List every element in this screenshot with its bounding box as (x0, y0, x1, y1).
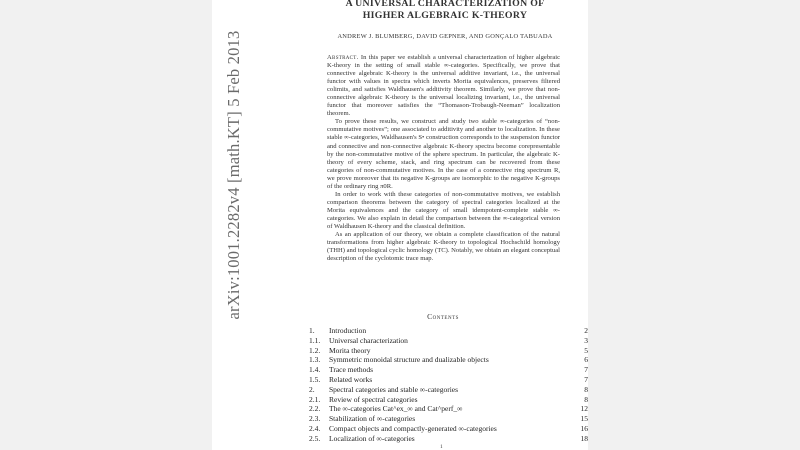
abstract-paragraph-4: As an application of our theory, we obtain a complete classification of the natural transformations from higher algebraic K-theory to topological Hochschild homology (THH) and topological cyclic homology (TC). Notably, we obtain an elegant conceptual description of the cyclotomic trace map. (327, 231, 560, 263)
toc-entry[interactable] (309, 346, 588, 356)
toc-entry-title: Spectral categories and stable ∞-categories (329, 384, 459, 394)
toc-entry[interactable] (309, 365, 588, 375)
toc-entry-number: 2.1. (309, 394, 321, 404)
toc-entry-page: 5 (584, 345, 588, 355)
toc-entry[interactable] (309, 404, 588, 414)
toc-entry-title: Introduction (329, 326, 367, 335)
toc-entry-title: Compact objects and compactly-generated ∞-categories (329, 423, 497, 433)
arxiv-identifier: arXiv:1001.2282v4 [math.KT] 5 Feb 2013 (224, 30, 243, 320)
arxiv-sidebar-stamp (220, 30, 248, 320)
toc-entry-number: 1.5. (309, 374, 321, 384)
abstract-text-1: In this paper we establish a universal characterization of higher algebraic K-theory in the setting of small stable ∞-categories. Specifically, we prove that connective algebraic K-theory is the universal additive invariant, i.e., the universal functor with values in spectra which inverts Morita equivalences, preserves filtered colimits, and satisfies Waldhausen's additivity theorem. Similarly, we prove that non-connective algebraic K-theory is the universal localizing invariant, i.e., the universal functor that moreover satisfies the “Thomason-Trobaugh-Neeman” localization theorem. (327, 54, 560, 118)
toc-entry-title: Trace methods (329, 365, 374, 375)
toc-entry[interactable] (309, 336, 588, 346)
toc-entry-page: 18 (580, 433, 588, 443)
toc-entry-title: Morita theory (329, 345, 371, 355)
toc-entry[interactable] (309, 326, 588, 336)
toc-entry-number: 2.3. (309, 414, 321, 424)
page-number: 1 (440, 444, 443, 450)
toc-entry-page: 3 (584, 335, 588, 345)
paper-title-line-2: HIGHER ALGEBRAIC K-THEORY (362, 10, 528, 21)
toc-entry-page: 12 (580, 404, 588, 414)
toc-entry-title: Stabilization of ∞-categories (329, 414, 416, 424)
toc-entry-page: 8 (584, 394, 588, 404)
toc-entry-page: 16 (580, 423, 588, 433)
toc-entry[interactable] (309, 355, 588, 365)
abstract-label: Abstract. (327, 54, 359, 61)
toc-entry-page: 7 (584, 365, 588, 375)
toc-entry[interactable] (309, 434, 588, 444)
toc-entry-page: 7 (584, 374, 588, 384)
abstract (327, 54, 560, 263)
contents-heading: Contents (427, 312, 459, 321)
toc-entry-number: 1.4. (309, 365, 321, 375)
toc-entry-title: Related works (329, 374, 373, 384)
toc-entry[interactable] (309, 385, 588, 395)
toc-entry-title: The ∞-categories Cat^ex_∞ and Cat^perf_∞ (329, 404, 463, 414)
toc-entry-page: 15 (580, 414, 588, 424)
abstract-paragraph-3: In order to work with these categories of non-commutative motives, we establish comparison theorems between the category of spectral categories localized at the Morita equivalences and the category of small idempotent-complete stable ∞-categories. We also explain in detail the comparison between the ∞-categorical version of Waldhausen K-theory and the classical definition. (327, 190, 560, 230)
paper-authors: ANDREW J. BLUMBERG, DAVID GEPNER, AND GONÇALO TABUADA (337, 33, 553, 40)
toc-entry-title: Review of spectral categories (329, 394, 418, 404)
toc-entry-title: Localization of ∞-categories (329, 433, 415, 443)
toc-entry-number: 2.4. (309, 423, 321, 433)
abstract-paragraph-1 (327, 54, 560, 118)
toc-entry-number: 1.2. (309, 345, 321, 355)
toc-entry-number: 1.3. (309, 355, 321, 365)
toc-entry-number: 1.1. (309, 335, 321, 345)
paper-title-line-1: A UNIVERSAL CHARACTERIZATION OF (345, 0, 545, 9)
abstract-paragraph-2: To prove these results, we construct and study two stable ∞-categories of “non-commutative motives”; one associated to additivity and another to localization. In these stable ∞-categories, Waldhausen's S• construction corresponds to the suspension functor and connective and non-connective algebraic K-theory spectra become corepresentable by the non-commutative motive of the sphere spectrum. In particular, the algebraic K-theory of every scheme, stack, and ring spectrum can be recovered from these categories of non-commutative motives. In the case of a connective ring spectrum R, we prove moreover that its negative K-groups are isomorphic to the negative K-groups of the ordinary ring π0R. (327, 118, 560, 190)
toc-entry-number: 2.5. (309, 433, 321, 443)
toc-entry-title: Universal characterization (329, 335, 408, 345)
table-of-contents (309, 326, 588, 444)
toc-entry-title: Symmetric monoidal structure and dualizable objects (329, 355, 489, 365)
toc-entry-page: 6 (584, 355, 588, 365)
toc-entry-page: 2 (584, 326, 588, 335)
toc-entry-number: 2. (309, 384, 315, 394)
toc-entry[interactable] (309, 395, 588, 405)
toc-entry-page: 8 (584, 384, 588, 394)
toc-entry[interactable] (309, 424, 588, 434)
toc-entry[interactable] (309, 375, 588, 385)
toc-entry-number: 1. (309, 326, 315, 335)
toc-entry-number: 2.2. (309, 404, 321, 414)
toc-entry[interactable] (309, 414, 588, 424)
